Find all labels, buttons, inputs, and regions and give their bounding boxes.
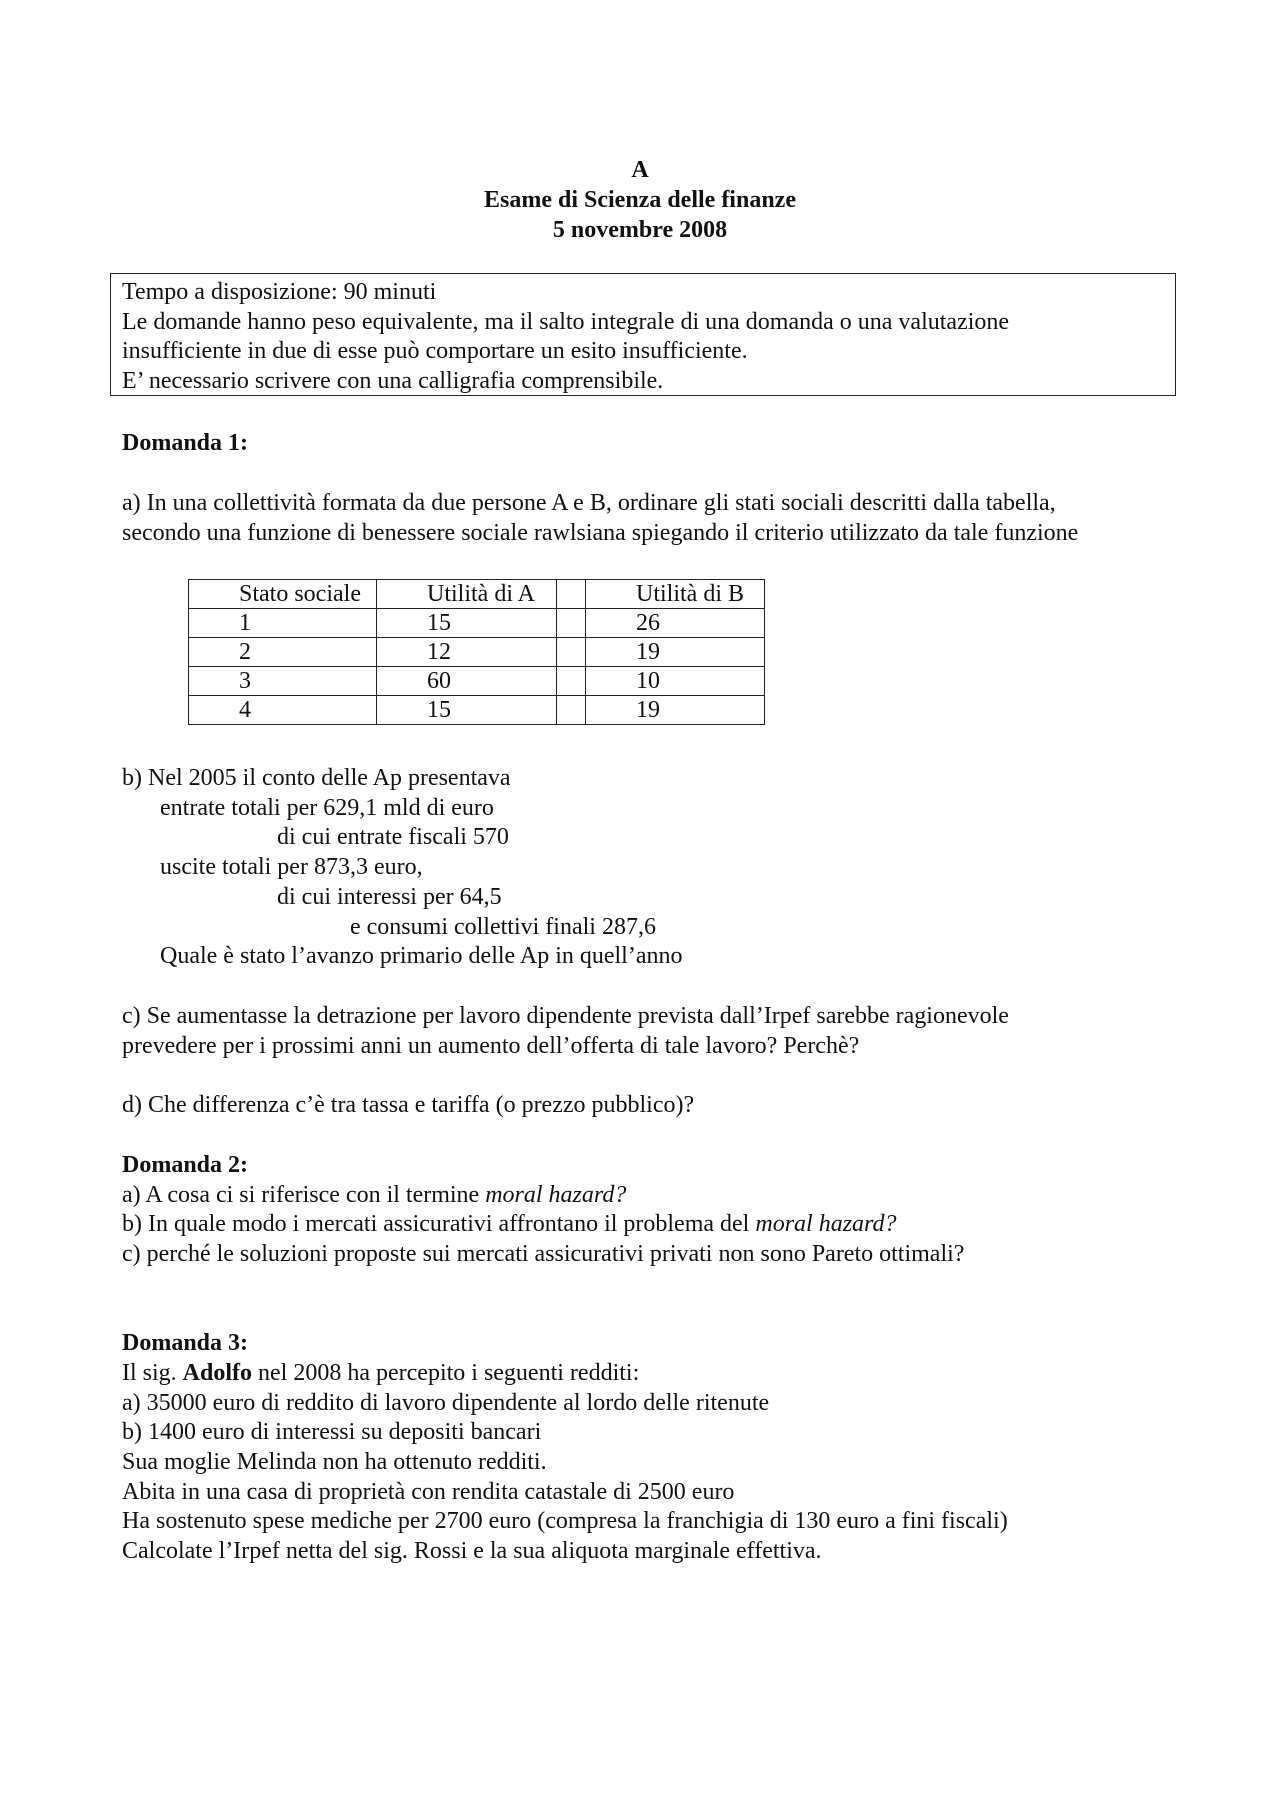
table-row [189, 667, 765, 696]
exam-date: 5 novembre 2008 [552, 217, 728, 243]
question-1c-line1: c) Se aumentasse la detrazione per lavoro dipendente prevista dall’Irpef sarebbe ragionevole [122, 1003, 1009, 1029]
question-2b-line [122, 1209, 897, 1239]
question-1b-line: uscite totali per 873,3 euro, [160, 854, 423, 880]
table-cell: 26 [586, 609, 765, 638]
question-1b-line: di cui entrate fiscali 570 [277, 824, 509, 850]
table-cell: 3 [189, 667, 377, 696]
question-3-title: Domanda 3: [122, 1330, 249, 1356]
question-2a-term: moral hazard? [485, 1182, 627, 1208]
table-cell: 12 [377, 638, 557, 667]
table-cell: 60 [377, 667, 557, 696]
exam-title: Esame di Scienza delle finanze [484, 187, 796, 213]
question-3-line: Ha sostenuto spese mediche per 2700 euro (compresa la franchigia di 130 euro a fini fiscali) [122, 1508, 1008, 1534]
question-2b-term: moral hazard? [755, 1211, 897, 1237]
question-1a-line1: a) In una collettività formata da due persone A e B, ordinare gli stati sociali descritti dalla tabella, [122, 490, 1056, 516]
table-cell: 10 [586, 667, 765, 696]
table-cell: 2 [189, 638, 377, 667]
exam-header [0, 155, 1280, 245]
question-1b-line: Quale è stato l’avanzo primario delle Ap in quell’anno [160, 943, 683, 969]
table-header-row [189, 580, 765, 609]
question-1b-line: di cui interessi per 64,5 [277, 884, 502, 910]
instruction-line: E’ necessario scrivere con una calligrafia comprensibile. [122, 367, 664, 394]
question-1-title: Domanda 1: [122, 430, 249, 456]
table-row [189, 609, 765, 638]
table-cell: 4 [189, 696, 377, 725]
table-header-cell: Utilità di B [586, 580, 765, 609]
question-2a-line [122, 1180, 626, 1210]
table-row [189, 638, 765, 667]
exam-version: A [631, 157, 649, 183]
question-1c-line2: prevedere per i prossimi anni un aumento dell’offerta di tale lavoro? Perchè? [122, 1033, 860, 1059]
question-3-intro-post: nel 2008 ha percepito i seguenti redditi: [252, 1360, 640, 1386]
question-2b-text: b) In quale modo i mercati assicurativi affrontano il problema del [122, 1211, 756, 1237]
utility-table [188, 579, 765, 725]
table-row [189, 696, 765, 725]
question-3-line: Sua moglie Melinda non ha ottenuto redditi. [122, 1449, 547, 1475]
instruction-line: Le domande hanno peso equivalente, ma il salto integrale di una domanda o una valutazione [122, 308, 1010, 335]
question-2c-line: c) perché le soluzioni proposte sui mercati assicurativi privati non sono Pareto ottimali? [122, 1241, 965, 1267]
table-header-cell: Stato sociale [189, 580, 377, 609]
question-3-line: b) 1400 euro di interessi su depositi bancari [122, 1419, 542, 1445]
question-3-line: Calcolate l’Irpef netta del sig. Rossi e la sua aliquota marginale effettiva. [122, 1538, 822, 1564]
table-cell: 15 [377, 609, 557, 638]
instruction-line: Tempo a disposizione: 90 minuti [122, 279, 437, 305]
table-cell: 19 [586, 696, 765, 725]
question-3-line: Abita in una casa di proprietà con rendita catastale di 2500 euro [122, 1479, 735, 1505]
question-3-name: Adolfo [182, 1360, 253, 1386]
table-cell: 19 [586, 638, 765, 667]
instruction-line: insufficiente in due di esse può comportare un esito insufficiente. [122, 338, 748, 364]
table-cell: 15 [377, 696, 557, 725]
question-1a-line2: secondo una funzione di benessere sociale rawlsiana spiegando il criterio utilizzato da tale funzione [122, 520, 1079, 546]
instructions-box [110, 273, 1176, 396]
question-2-title: Domanda 2: [122, 1152, 249, 1178]
question-1b-line: e consumi collettivi finali 287,6 [350, 914, 656, 940]
table-header-cell [557, 580, 586, 609]
table-cell [557, 609, 586, 638]
question-3-line: a) 35000 euro di reddito di lavoro dipendente al lordo delle ritenute [122, 1390, 770, 1416]
table-cell [557, 696, 586, 725]
table-cell [557, 638, 586, 667]
question-3-intro [122, 1358, 639, 1388]
question-2a-text: a) A cosa ci si riferisce con il termine [122, 1182, 486, 1208]
question-1d-line: d) Che differenza c’è tra tassa e tariffa (o prezzo pubblico)? [122, 1092, 695, 1118]
table-cell: 1 [189, 609, 377, 638]
question-1b-line: b) Nel 2005 il conto delle Ap presentava [122, 765, 511, 791]
table-cell [557, 667, 586, 696]
table-header-cell: Utilità di A [377, 580, 557, 609]
question-1b-line: entrate totali per 629,1 mld di euro [160, 795, 494, 821]
question-3-intro-pre: Il sig. [122, 1360, 183, 1386]
